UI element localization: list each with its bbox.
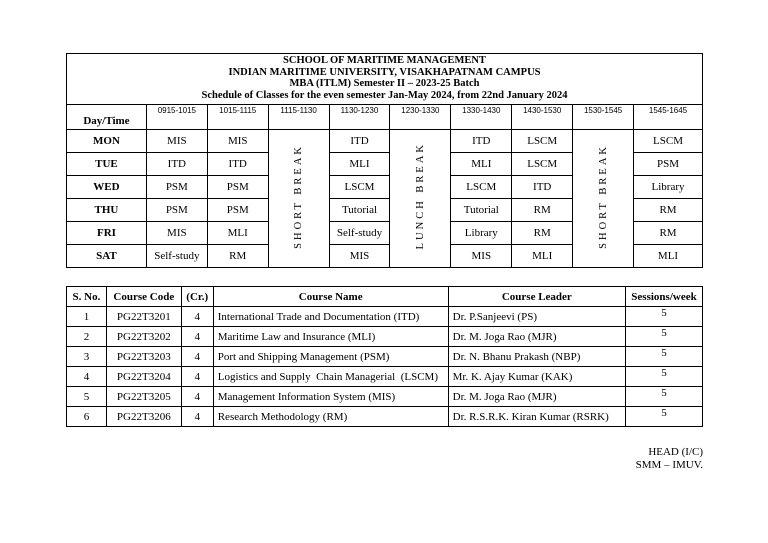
signatory-title: HEAD (I/C) — [648, 446, 703, 458]
class-cell: Self-study — [146, 245, 207, 268]
short-break-cell — [573, 130, 634, 268]
class-cell: LSCM — [634, 130, 703, 153]
col-header-course-name: Course Name — [213, 287, 448, 307]
class-cell: MLI — [207, 222, 268, 245]
sessions-cell: 5 — [626, 347, 703, 367]
day-label: MON — [67, 130, 147, 153]
sessions-cell: 5 — [626, 367, 703, 387]
class-cell: PSM — [634, 153, 703, 176]
class-cell: PSM — [207, 199, 268, 222]
credits-cell: 4 — [181, 407, 213, 427]
code-cell: PG22T3204 — [106, 367, 181, 387]
time-slot: 1430-1530 — [512, 105, 573, 130]
course-leader-cell: Dr. M. Joga Rao (MJR) — [448, 387, 625, 407]
sno-cell: 1 — [67, 307, 107, 327]
schedule-row — [67, 130, 703, 153]
table-row — [67, 347, 703, 367]
sessions-cell: 5 — [626, 307, 703, 327]
class-cell: ITD — [146, 153, 207, 176]
class-cell: Self-study — [329, 222, 390, 245]
sno-cell: 2 — [67, 327, 107, 347]
class-cell: ITD — [207, 153, 268, 176]
course-leader-cell: Dr. M. Joga Rao (MJR) — [448, 327, 625, 347]
class-cell: Library — [634, 176, 703, 199]
class-cell: RM — [634, 199, 703, 222]
time-header-row — [67, 105, 703, 130]
class-cell: Library — [451, 222, 512, 245]
class-cell: MLI — [329, 153, 390, 176]
day-label: THU — [67, 199, 147, 222]
class-cell: RM — [512, 222, 573, 245]
course-name-cell: Port and Shipping Management (PSM) — [213, 347, 448, 367]
class-cell: MIS — [146, 130, 207, 153]
sessions-cell: 5 — [626, 327, 703, 347]
code-cell: PG22T3202 — [106, 327, 181, 347]
class-cell: ITD — [512, 176, 573, 199]
sno-cell: 6 — [67, 407, 107, 427]
time-slot: 1130-1230 — [329, 105, 390, 130]
code-cell: PG22T3206 — [106, 407, 181, 427]
table-row — [67, 307, 703, 327]
credits-cell: 4 — [181, 347, 213, 367]
time-slot: 1530-1545 — [573, 105, 634, 130]
school-name: SCHOOL OF MARITIME MANAGEMENT — [283, 55, 486, 66]
short-break-cell — [268, 130, 329, 268]
short-break-label: SHORT BREAK — [597, 143, 609, 249]
sno-cell: 4 — [67, 367, 107, 387]
col-header-sno: S. No. — [67, 287, 107, 307]
class-cell: MLI — [634, 245, 703, 268]
course-leader-cell: Dr. N. Bhanu Prakash (NBP) — [448, 347, 625, 367]
time-slot: 1545-1645 — [634, 105, 703, 130]
lunch-break-cell — [390, 130, 451, 268]
class-cell: LSCM — [329, 176, 390, 199]
col-header-sessions: Sessions/week — [626, 287, 703, 307]
course-name-cell: Management Information System (MIS) — [213, 387, 448, 407]
course-name-cell: International Trade and Documentation (ITD) — [213, 307, 448, 327]
class-cell: MIS — [146, 222, 207, 245]
time-slot: 1230-1330 — [390, 105, 451, 130]
class-cell: MIS — [451, 245, 512, 268]
class-cell: ITD — [451, 130, 512, 153]
time-slot: 0915-1015 — [146, 105, 207, 130]
table-row — [67, 327, 703, 347]
sno-cell: 3 — [67, 347, 107, 367]
course-header-row — [67, 287, 703, 307]
sessions-cell: 5 — [626, 387, 703, 407]
class-cell: LSCM — [451, 176, 512, 199]
class-cell: Tutorial — [329, 199, 390, 222]
sno-cell: 5 — [67, 387, 107, 407]
schedule-title — [67, 54, 703, 105]
code-cell: PG22T3205 — [106, 387, 181, 407]
signatory-unit: SMM – IMUV. — [635, 459, 703, 471]
col-header-course-leader: Course Leader — [448, 287, 625, 307]
day-label: TUE — [67, 153, 147, 176]
day-time-label: Day/Time — [67, 105, 147, 130]
course-leader-cell: Dr. R.S.R.K. Kiran Kumar (RSRK) — [448, 407, 625, 427]
day-label: WED — [67, 176, 147, 199]
course-name-cell: Logistics and Supply Chain Managerial (LSCM) — [213, 367, 448, 387]
credits-cell: 4 — [181, 307, 213, 327]
class-cell: Tutorial — [451, 199, 512, 222]
day-label: SAT — [67, 245, 147, 268]
col-header-code: Course Code — [106, 287, 181, 307]
program-name: MBA (ITLM) Semester II – 2023-25 Batch — [289, 78, 480, 90]
schedule-subtitle: Schedule of Classes for the even semester Jan-May 2024, from 22nd January 2024 — [201, 89, 568, 101]
class-cell: MLI — [451, 153, 512, 176]
university-name: INDIAN MARITIME UNIVERSITY, VISAKHAPATNAM CAMPUS — [228, 66, 541, 78]
col-header-credits: (Cr.) — [181, 287, 213, 307]
time-slot: 1115-1130 — [268, 105, 329, 130]
class-cell: MIS — [329, 245, 390, 268]
course-table — [66, 286, 703, 427]
lunch-break-label: LUNCH BREAK — [414, 142, 426, 250]
signature-block — [636, 446, 703, 472]
class-cell: PSM — [207, 176, 268, 199]
course-leader-cell: Dr. P.Sanjeevi (PS) — [448, 307, 625, 327]
table-row — [67, 367, 703, 387]
class-cell: RM — [207, 245, 268, 268]
day-label: FRI — [67, 222, 147, 245]
code-cell: PG22T3201 — [106, 307, 181, 327]
class-cell: LSCM — [512, 130, 573, 153]
credits-cell: 4 — [181, 387, 213, 407]
class-cell: MIS — [207, 130, 268, 153]
class-cell: LSCM — [512, 153, 573, 176]
class-cell: RM — [634, 222, 703, 245]
short-break-label: SHORT BREAK — [293, 143, 305, 249]
sessions-cell: 5 — [626, 407, 703, 427]
table-row — [67, 407, 703, 427]
schedule-table — [66, 53, 703, 268]
credits-cell: 4 — [181, 367, 213, 387]
time-slot: 1015-1115 — [207, 105, 268, 130]
code-cell: PG22T3203 — [106, 347, 181, 367]
course-leader-cell: Mr. K. Ajay Kumar (KAK) — [448, 367, 625, 387]
class-cell: MLI — [512, 245, 573, 268]
class-cell: ITD — [329, 130, 390, 153]
class-cell: RM — [512, 199, 573, 222]
class-cell: PSM — [146, 176, 207, 199]
time-slot: 1330-1430 — [451, 105, 512, 130]
course-name-cell: Research Methodology (RM) — [213, 407, 448, 427]
class-cell: PSM — [146, 199, 207, 222]
course-name-cell: Maritime Law and Insurance (MLI) — [213, 327, 448, 347]
table-row — [67, 387, 703, 407]
credits-cell: 4 — [181, 327, 213, 347]
